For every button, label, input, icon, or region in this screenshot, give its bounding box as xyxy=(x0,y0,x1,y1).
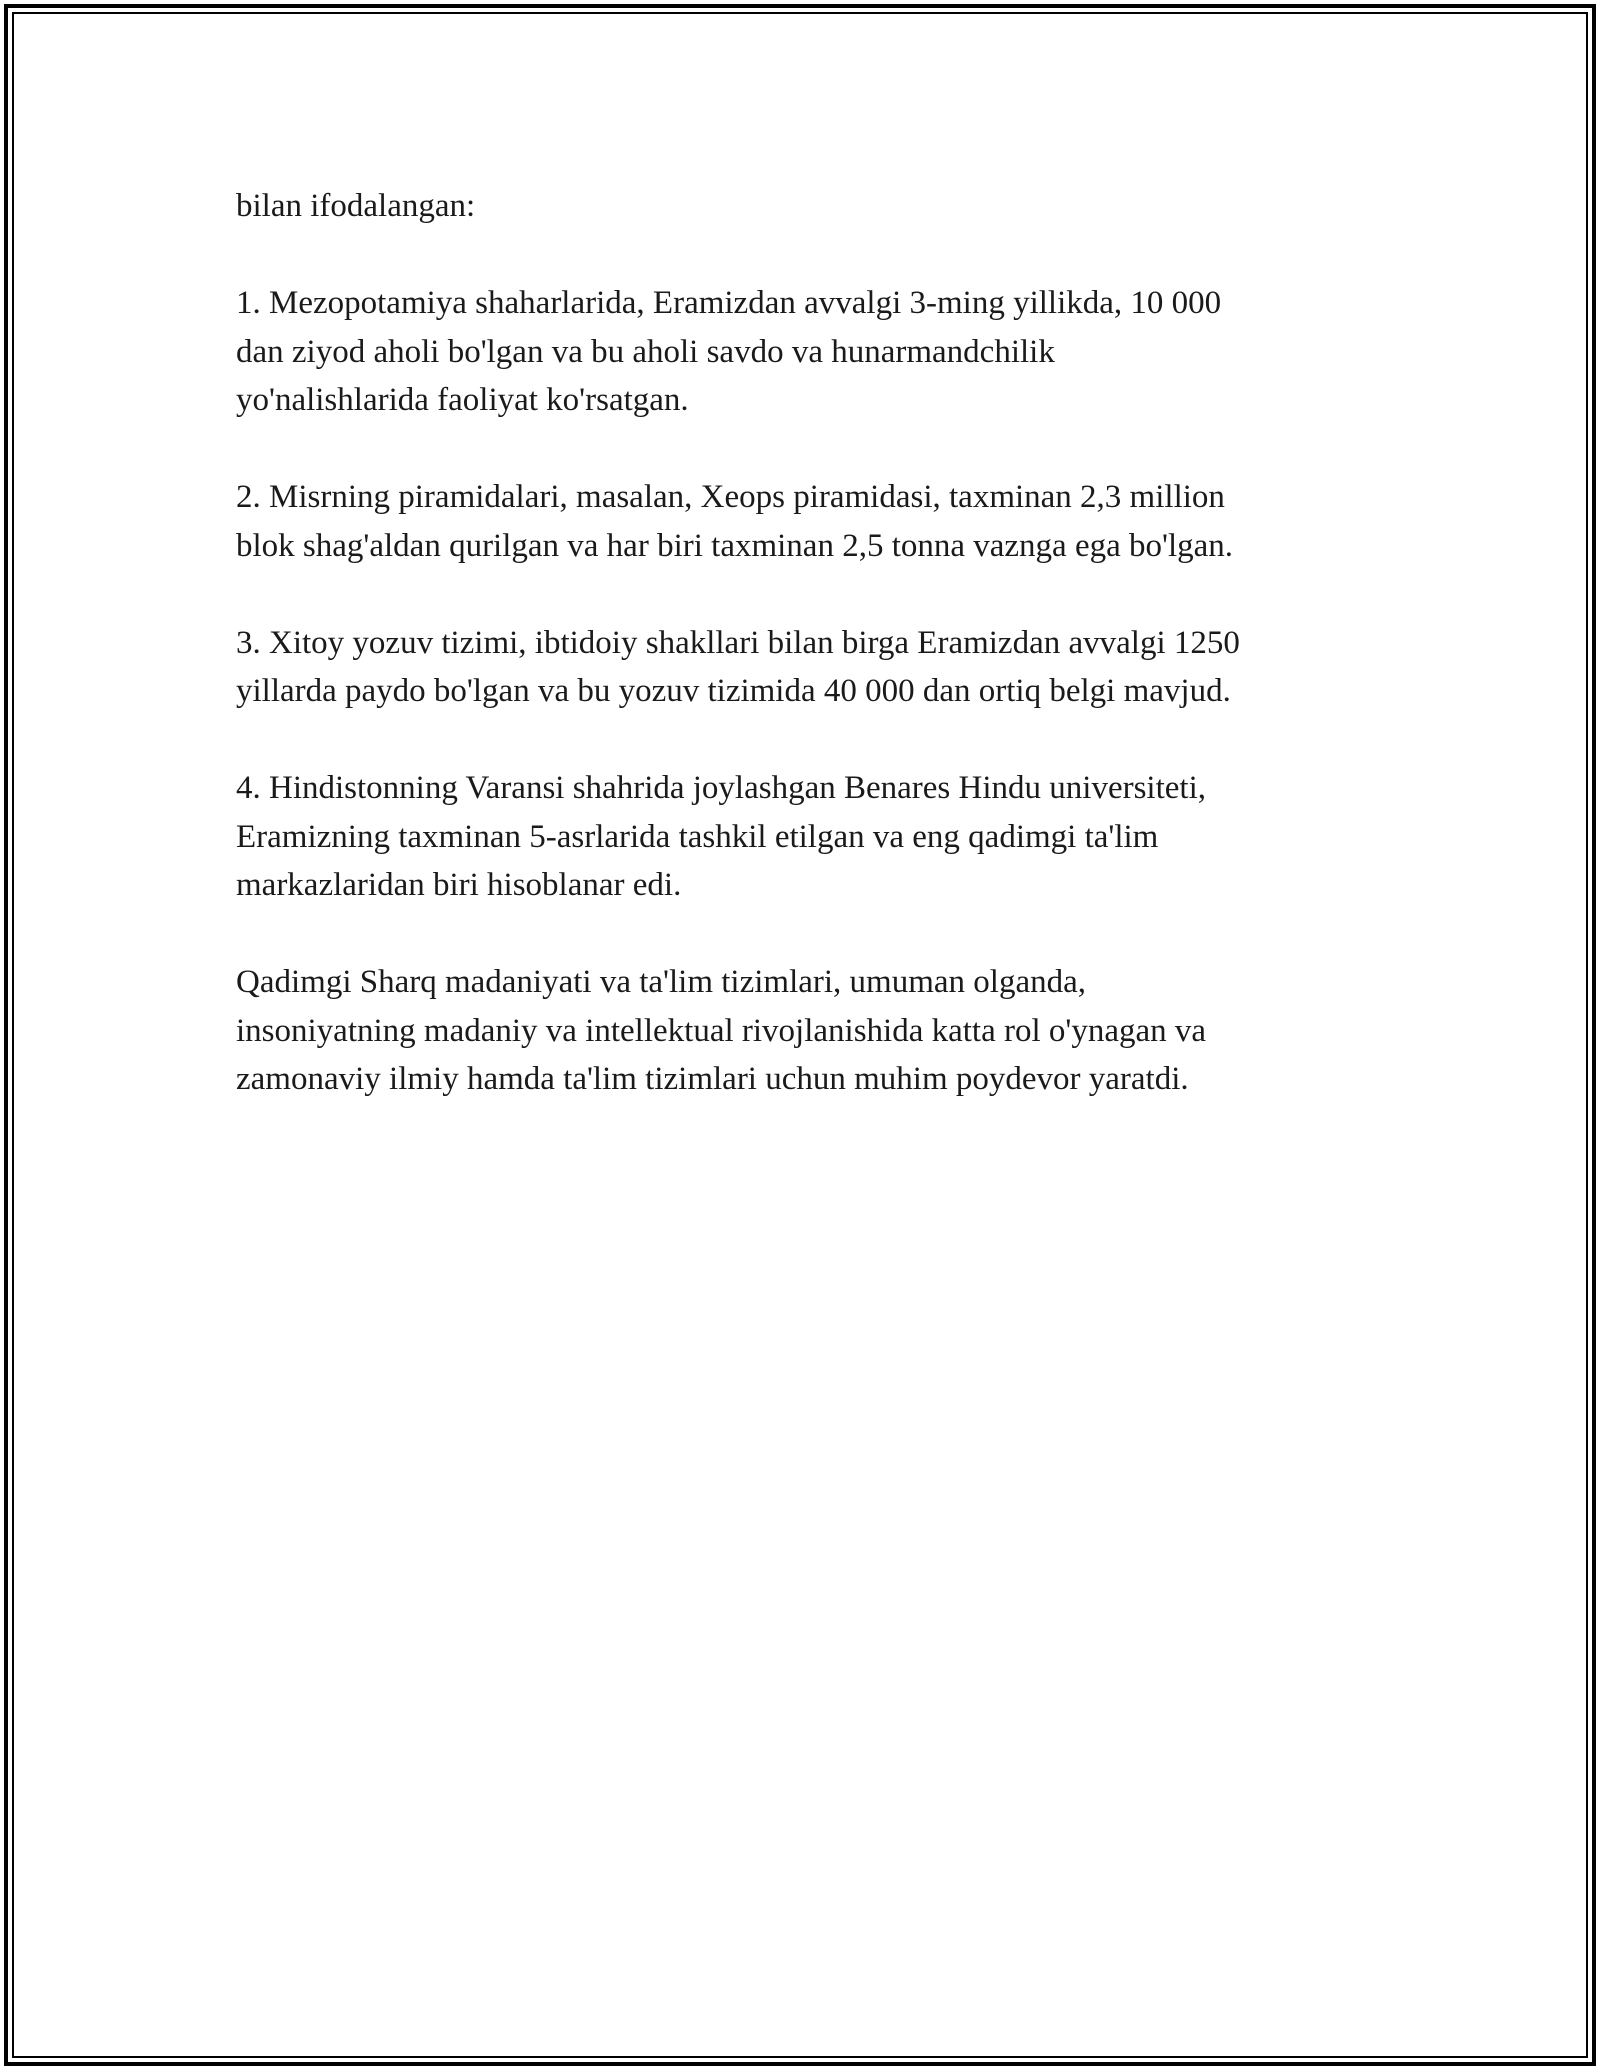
text-line: 4. Hindistonning Varansi shahrida joylashgan Benares Hindu universiteti, xyxy=(236,770,1206,806)
text-line: blok shag'aldan qurilgan va har biri taxminan 2,5 tonna vaznga ega bo'lgan. xyxy=(236,527,1234,564)
text-line: yillarda paydo bo'lgan va bu yozuv tizimida 40 000 dan ortiq belgi mavjud. xyxy=(236,673,1231,709)
text-line: bilan ifodalangan: xyxy=(236,188,476,224)
text-line: dan ziyod aholi bo'lgan va bu aholi savdo va hunarmandchilik xyxy=(236,333,1055,370)
text-line: zamonaviy ilmiy hamda ta'lim tizimlari uchun muhim poydevor yaratdi. xyxy=(236,1061,1189,1097)
list-item-4 xyxy=(236,764,1376,910)
conclusion-paragraph xyxy=(236,958,1376,1104)
list-item-1 xyxy=(236,279,1376,425)
text-line: 3. Xitoy yozuv tizimi, ibtidoiy shakllari bilan birga Eramizdan avvalgi 1250 xyxy=(236,624,1240,661)
list-item-2 xyxy=(236,473,1376,570)
document-body xyxy=(236,182,1376,1152)
text-line: Qadimgi Sharq madaniyati va ta'lim tizimlari, umuman olganda, xyxy=(236,964,1086,1000)
text-line: Eramizning taxminan 5-asrlarida tashkil etilgan va eng qadimgi ta'lim xyxy=(236,818,1159,855)
text-line: 1. Mezopotamiya shaharlarida, Eramizdan avvalgi 3-ming yillikda, 10 000 xyxy=(236,285,1222,321)
text-line: 2. Misrning piramidalari, masalan, Xeops piramidasi, taxminan 2,3 million xyxy=(236,479,1225,515)
intro-paragraph xyxy=(236,182,1376,231)
text-line: yo'nalishlarida faoliyat ko'rsatgan. xyxy=(236,382,689,418)
list-item-3 xyxy=(236,619,1376,716)
text-line: markazlaridan biri hisoblanar edi. xyxy=(236,867,682,903)
text-line: insoniyatning madaniy va intellektual rivojlanishida katta rol o'ynagan va xyxy=(236,1012,1207,1049)
